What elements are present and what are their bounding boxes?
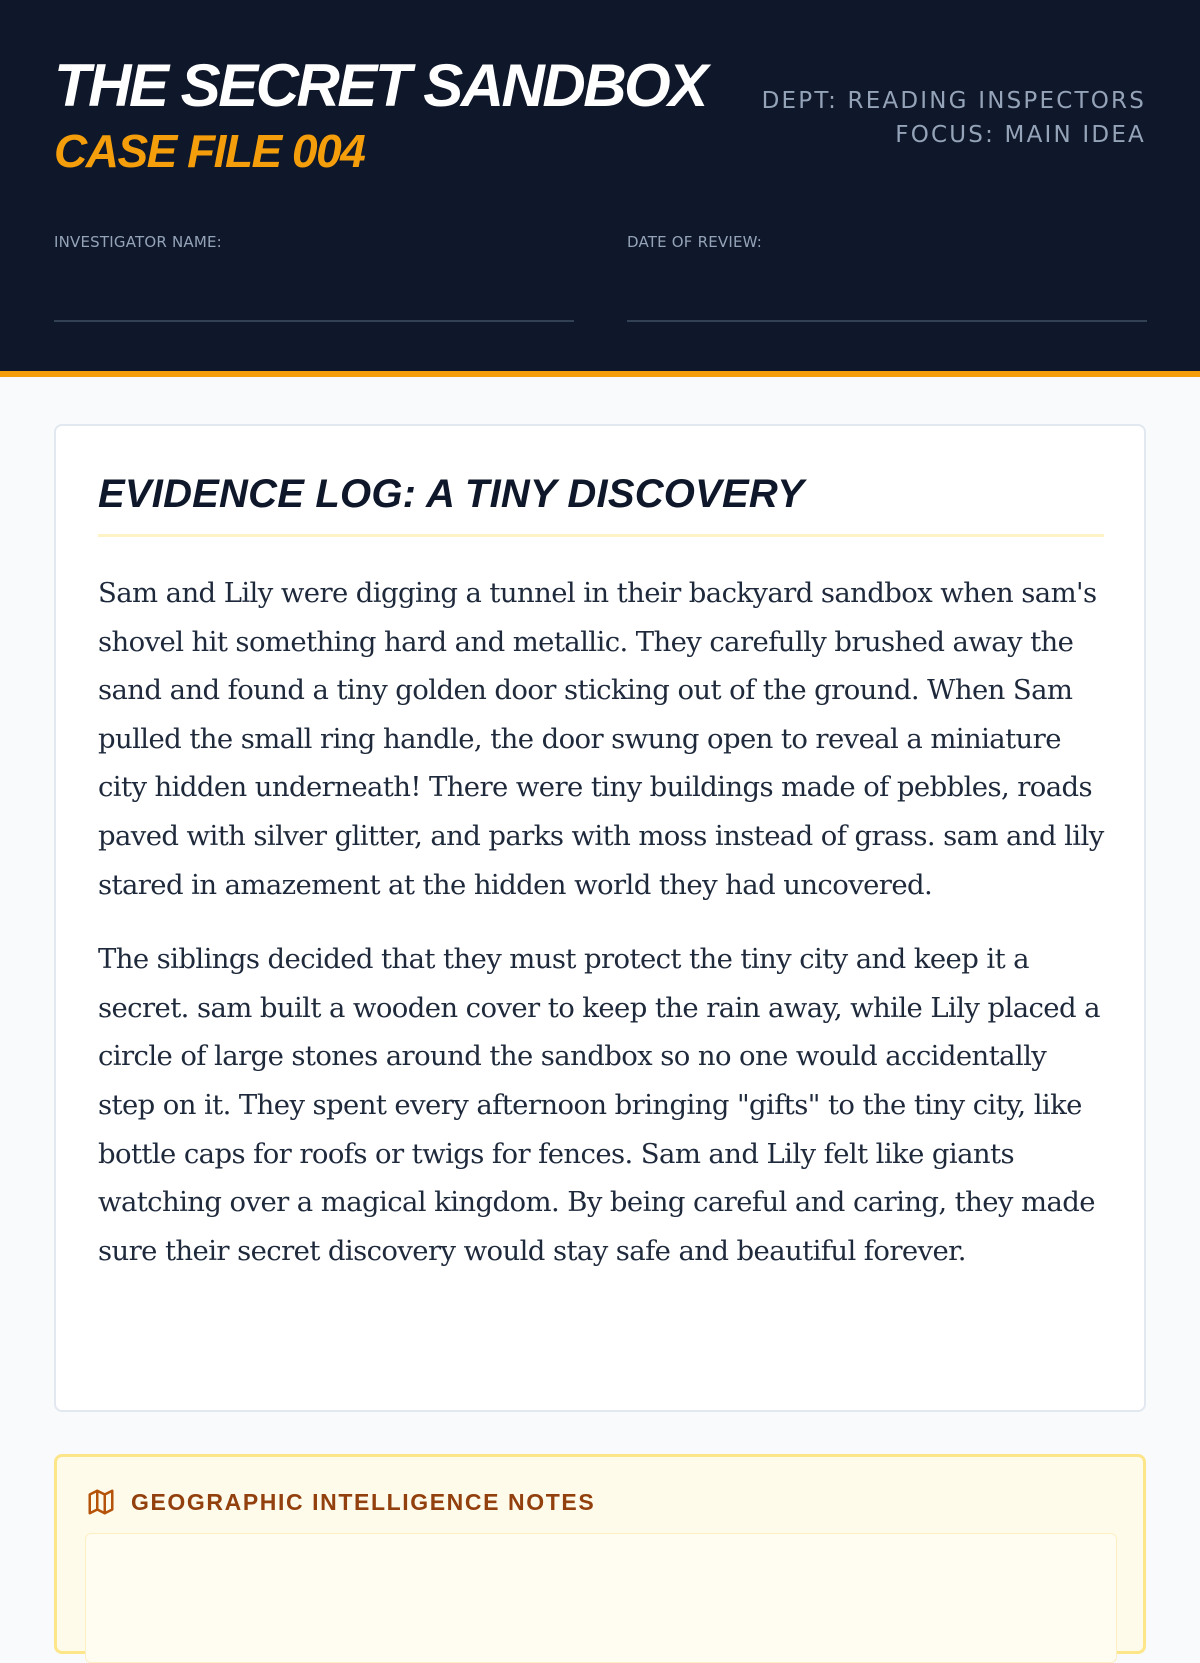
title-divider — [98, 534, 1104, 537]
intel-title: GEOGRAPHIC INTELLIGENCE NOTES — [131, 1489, 596, 1515]
story-paragraph-2: The siblings decided that they must protect the tiny city and keep it a secret. sam built a wooden cover to keep the rain away, while Lily placed a circle of large stones around the sandbox so no one would accidentally step on it. They spent every afternoon bringing "gifts" to the tiny city, like bottle caps for roofs or twigs for fences. Sam and Lily felt like giants watching over a magical kingdom. By being careful and caring, they made sure their secret discovery would stay safe and beautiful forever. — [98, 943, 1100, 1267]
date-of-review-label: DATE OF REVIEW: — [627, 233, 763, 251]
case-file-number: CASE FILE 004 — [54, 125, 365, 177]
intel-header — [86, 1487, 595, 1517]
investigator-name-line[interactable] — [54, 320, 574, 322]
evidence-log-title: EVIDENCE LOG: A TINY DISCOVERY — [98, 472, 805, 516]
story-text — [98, 569, 1108, 1301]
map-icon — [86, 1487, 116, 1517]
department-label: DEPT: READING INSPECTORS — [761, 88, 1146, 114]
investigator-name-field[interactable] — [54, 232, 574, 252]
focus-label: FOCUS: MAIN IDEA — [895, 122, 1146, 148]
story-paragraph-1: Sam and Lily were digging a tunnel in their backyard sandbox when sam's shovel hit something hard and metallic. They carefully brushed away the sand and found a tiny golden door sticking out of the ground. When Sam pulled the small ring handle, the door swung open to reveal a miniature city hidden underneath! There were tiny buildings made of pebbles, roads paved with silver glitter, and parks with moss instead of grass. sam and lily stared in amazement at the hidden world they had uncovered. — [98, 577, 1104, 901]
page-title: THE SECRET SANDBOX — [54, 52, 706, 119]
geographic-intelligence-notes — [54, 1454, 1146, 1654]
intel-notes-area[interactable] — [85, 1533, 1117, 1663]
case-file-header — [0, 0, 1200, 377]
header-meta — [762, 84, 1146, 152]
date-of-review-field[interactable] — [627, 232, 1147, 252]
date-of-review-line[interactable] — [627, 320, 1147, 322]
evidence-log-card — [54, 424, 1146, 1412]
investigator-name-label: INVESTIGATOR NAME: — [54, 233, 222, 251]
